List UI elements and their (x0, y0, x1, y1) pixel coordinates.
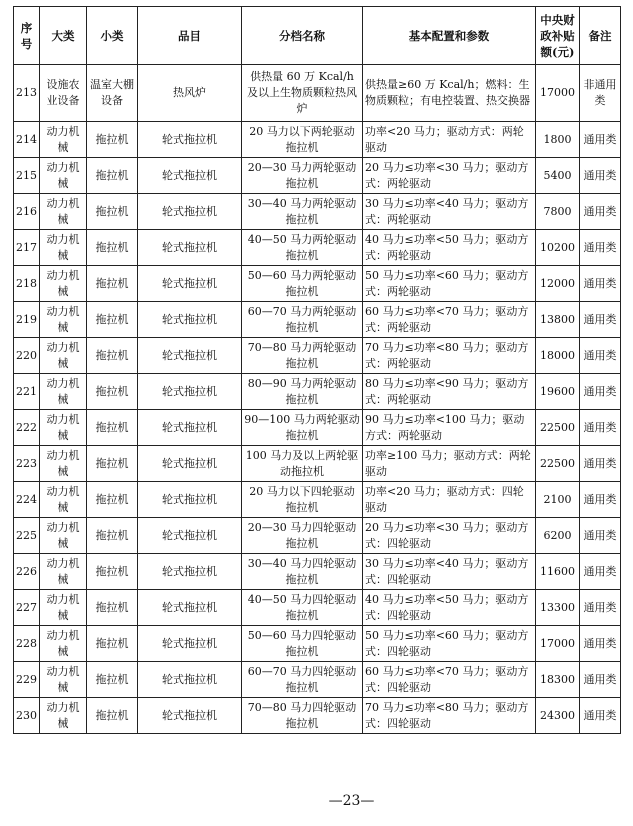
cell-config: 50 马力≤功率<60 马力；驱动方式：两轮驱动 (363, 266, 536, 302)
cell-item: 轮式拖拉机 (138, 482, 242, 518)
cell-category: 动力机械 (40, 410, 87, 446)
cell-subcategory: 拖拉机 (87, 446, 138, 482)
cell-config: 功率<20 马力；驱动方式：四轮驱动 (363, 482, 536, 518)
cell-tier-name: 20 马力以下四轮驱动拖拉机 (242, 482, 363, 518)
cell-category: 动力机械 (40, 698, 87, 734)
cell-remark: 通用类 (580, 158, 621, 194)
table-body (14, 65, 621, 734)
cell-category: 动力机械 (40, 446, 87, 482)
cell-subsidy: 5400 (536, 158, 580, 194)
table-row (14, 626, 621, 662)
cell-item: 轮式拖拉机 (138, 230, 242, 266)
cell-tier-name: 20 马力以下两轮驱动拖拉机 (242, 122, 363, 158)
cell-category: 动力机械 (40, 230, 87, 266)
cell-config: 40 马力≤功率<50 马力；驱动方式：两轮驱动 (363, 230, 536, 266)
cell-item: 轮式拖拉机 (138, 410, 242, 446)
cell-category: 动力机械 (40, 158, 87, 194)
header-tier-name: 分档名称 (242, 7, 363, 65)
table-row (14, 590, 621, 626)
subsidy-table (13, 6, 621, 734)
cell-no: 220 (14, 338, 40, 374)
cell-category: 设施农业设备 (40, 65, 87, 122)
cell-tier-name: 70—80 马力四轮驱动拖拉机 (242, 698, 363, 734)
table-row (14, 446, 621, 482)
cell-subcategory: 拖拉机 (87, 626, 138, 662)
cell-item: 轮式拖拉机 (138, 662, 242, 698)
cell-category: 动力机械 (40, 662, 87, 698)
cell-subcategory: 拖拉机 (87, 698, 138, 734)
cell-remark: 非通用类 (580, 65, 621, 122)
cell-config: 80 马力≤功率<90 马力；驱动方式：两轮驱动 (363, 374, 536, 410)
table-row (14, 194, 621, 230)
cell-category: 动力机械 (40, 122, 87, 158)
cell-subcategory: 拖拉机 (87, 482, 138, 518)
cell-item: 轮式拖拉机 (138, 122, 242, 158)
cell-remark: 通用类 (580, 194, 621, 230)
cell-remark: 通用类 (580, 302, 621, 338)
cell-tier-name: 40—50 马力两轮驱动拖拉机 (242, 230, 363, 266)
header-no: 序号 (14, 7, 40, 65)
cell-tier-name: 30—40 马力四轮驱动拖拉机 (242, 554, 363, 590)
cell-subcategory: 拖拉机 (87, 266, 138, 302)
cell-no: 224 (14, 482, 40, 518)
header-item: 品目 (138, 7, 242, 65)
cell-remark: 通用类 (580, 338, 621, 374)
cell-config: 功率≥100 马力；驱动方式：两轮驱动 (363, 446, 536, 482)
cell-subsidy: 22500 (536, 446, 580, 482)
cell-category: 动力机械 (40, 194, 87, 230)
cell-remark: 通用类 (580, 230, 621, 266)
table-row (14, 302, 621, 338)
cell-category: 动力机械 (40, 302, 87, 338)
cell-subsidy: 18300 (536, 662, 580, 698)
header-subcategory: 小类 (87, 7, 138, 65)
cell-subsidy: 12000 (536, 266, 580, 302)
header-config: 基本配置和参数 (363, 7, 536, 65)
cell-tier-name: 50—60 马力四轮驱动拖拉机 (242, 626, 363, 662)
cell-subcategory: 温室大棚设备 (87, 65, 138, 122)
cell-config: 供热量≥60 万 Kcal/h；燃料：生物质颗粒；有电控装置、热交换器 (363, 65, 536, 122)
table-row (14, 65, 621, 122)
cell-item: 轮式拖拉机 (138, 554, 242, 590)
cell-subsidy: 11600 (536, 554, 580, 590)
cell-subcategory: 拖拉机 (87, 158, 138, 194)
cell-tier-name: 60—70 马力四轮驱动拖拉机 (242, 662, 363, 698)
cell-category: 动力机械 (40, 374, 87, 410)
header-subsidy: 中央财政补贴额(元) (536, 7, 580, 65)
cell-config: 30 马力≤功率<40 马力；驱动方式：两轮驱动 (363, 194, 536, 230)
cell-remark: 通用类 (580, 590, 621, 626)
cell-tier-name: 40—50 马力四轮驱动拖拉机 (242, 590, 363, 626)
cell-remark: 通用类 (580, 446, 621, 482)
cell-item: 轮式拖拉机 (138, 698, 242, 734)
cell-no: 221 (14, 374, 40, 410)
cell-subsidy: 1800 (536, 122, 580, 158)
cell-subsidy: 19600 (536, 374, 580, 410)
cell-item: 轮式拖拉机 (138, 446, 242, 482)
cell-no: 218 (14, 266, 40, 302)
cell-no: 228 (14, 626, 40, 662)
cell-subsidy: 6200 (536, 518, 580, 554)
cell-tier-name: 70—80 马力两轮驱动拖拉机 (242, 338, 363, 374)
cell-no: 216 (14, 194, 40, 230)
cell-item: 轮式拖拉机 (138, 338, 242, 374)
table-row (14, 158, 621, 194)
cell-subsidy: 7800 (536, 194, 580, 230)
cell-category: 动力机械 (40, 590, 87, 626)
cell-no: 214 (14, 122, 40, 158)
cell-no: 223 (14, 446, 40, 482)
cell-tier-name: 供热量 60 万 Kcal/h 及以上生物质颗粒热风炉 (242, 65, 363, 122)
cell-subsidy: 13300 (536, 590, 580, 626)
cell-config: 50 马力≤功率<60 马力；驱动方式：四轮驱动 (363, 626, 536, 662)
table-row (14, 338, 621, 374)
cell-remark: 通用类 (580, 410, 621, 446)
cell-tier-name: 60—70 马力两轮驱动拖拉机 (242, 302, 363, 338)
cell-no: 229 (14, 662, 40, 698)
cell-subcategory: 拖拉机 (87, 590, 138, 626)
cell-subsidy: 22500 (536, 410, 580, 446)
cell-remark: 通用类 (580, 698, 621, 734)
cell-item: 轮式拖拉机 (138, 302, 242, 338)
cell-remark: 通用类 (580, 266, 621, 302)
cell-tier-name: 30—40 马力两轮驱动拖拉机 (242, 194, 363, 230)
cell-subcategory: 拖拉机 (87, 374, 138, 410)
cell-subcategory: 拖拉机 (87, 554, 138, 590)
cell-no: 222 (14, 410, 40, 446)
cell-remark: 通用类 (580, 662, 621, 698)
cell-category: 动力机械 (40, 482, 87, 518)
cell-category: 动力机械 (40, 554, 87, 590)
cell-subsidy: 17000 (536, 626, 580, 662)
cell-config: 70 马力≤功率<80 马力；驱动方式：两轮驱动 (363, 338, 536, 374)
table-row (14, 122, 621, 158)
cell-tier-name: 100 马力及以上两轮驱动拖拉机 (242, 446, 363, 482)
cell-item: 轮式拖拉机 (138, 590, 242, 626)
cell-remark: 通用类 (580, 482, 621, 518)
cell-no: 227 (14, 590, 40, 626)
cell-config: 40 马力≤功率<50 马力；驱动方式：四轮驱动 (363, 590, 536, 626)
cell-config: 90 马力≤功率<100 马力；驱动方式：两轮驱动 (363, 410, 536, 446)
cell-tier-name: 80—90 马力两轮驱动拖拉机 (242, 374, 363, 410)
cell-no: 219 (14, 302, 40, 338)
cell-remark: 通用类 (580, 554, 621, 590)
cell-subcategory: 拖拉机 (87, 302, 138, 338)
cell-item: 轮式拖拉机 (138, 158, 242, 194)
cell-category: 动力机械 (40, 266, 87, 302)
cell-category: 动力机械 (40, 626, 87, 662)
cell-subcategory: 拖拉机 (87, 518, 138, 554)
cell-no: 230 (14, 698, 40, 734)
cell-subcategory: 拖拉机 (87, 194, 138, 230)
cell-item: 轮式拖拉机 (138, 626, 242, 662)
cell-remark: 通用类 (580, 626, 621, 662)
cell-item: 轮式拖拉机 (138, 374, 242, 410)
cell-tier-name: 20—30 马力两轮驱动拖拉机 (242, 158, 363, 194)
cell-config: 功率<20 马力；驱动方式：两轮驱动 (363, 122, 536, 158)
cell-item: 轮式拖拉机 (138, 518, 242, 554)
page-number: —23— (328, 793, 375, 809)
cell-remark: 通用类 (580, 518, 621, 554)
cell-no: 226 (14, 554, 40, 590)
cell-subsidy: 17000 (536, 65, 580, 122)
cell-config: 70 马力≤功率<80 马力；驱动方式：四轮驱动 (363, 698, 536, 734)
cell-tier-name: 20—30 马力四轮驱动拖拉机 (242, 518, 363, 554)
cell-config: 20 马力≤功率<30 马力；驱动方式：两轮驱动 (363, 158, 536, 194)
cell-category: 动力机械 (40, 338, 87, 374)
table-row (14, 662, 621, 698)
cell-subcategory: 拖拉机 (87, 230, 138, 266)
cell-config: 30 马力≤功率<40 马力；驱动方式：四轮驱动 (363, 554, 536, 590)
header-remark: 备注 (580, 7, 621, 65)
cell-no: 215 (14, 158, 40, 194)
cell-remark: 通用类 (580, 374, 621, 410)
cell-subsidy: 18000 (536, 338, 580, 374)
cell-no: 225 (14, 518, 40, 554)
cell-no: 217 (14, 230, 40, 266)
table-row (14, 266, 621, 302)
table-row (14, 230, 621, 266)
cell-category: 动力机械 (40, 518, 87, 554)
cell-no: 213 (14, 65, 40, 122)
cell-config: 60 马力≤功率<70 马力；驱动方式：两轮驱动 (363, 302, 536, 338)
cell-item: 热风炉 (138, 65, 242, 122)
table-row (14, 374, 621, 410)
cell-remark: 通用类 (580, 122, 621, 158)
cell-item: 轮式拖拉机 (138, 194, 242, 230)
table-row (14, 698, 621, 734)
table-header-row (14, 7, 621, 65)
cell-subsidy: 13800 (536, 302, 580, 338)
cell-config: 60 马力≤功率<70 马力；驱动方式：四轮驱动 (363, 662, 536, 698)
table-row (14, 410, 621, 446)
cell-subsidy: 2100 (536, 482, 580, 518)
cell-subsidy: 24300 (536, 698, 580, 734)
cell-subcategory: 拖拉机 (87, 338, 138, 374)
header-category: 大类 (40, 7, 87, 65)
cell-subcategory: 拖拉机 (87, 662, 138, 698)
table-row (14, 518, 621, 554)
cell-tier-name: 90—100 马力两轮驱动拖拉机 (242, 410, 363, 446)
table-row (14, 482, 621, 518)
cell-subcategory: 拖拉机 (87, 122, 138, 158)
cell-tier-name: 50—60 马力两轮驱动拖拉机 (242, 266, 363, 302)
cell-subsidy: 10200 (536, 230, 580, 266)
cell-item: 轮式拖拉机 (138, 266, 242, 302)
cell-config: 20 马力≤功率<30 马力；驱动方式：四轮驱动 (363, 518, 536, 554)
cell-subcategory: 拖拉机 (87, 410, 138, 446)
table-row (14, 554, 621, 590)
